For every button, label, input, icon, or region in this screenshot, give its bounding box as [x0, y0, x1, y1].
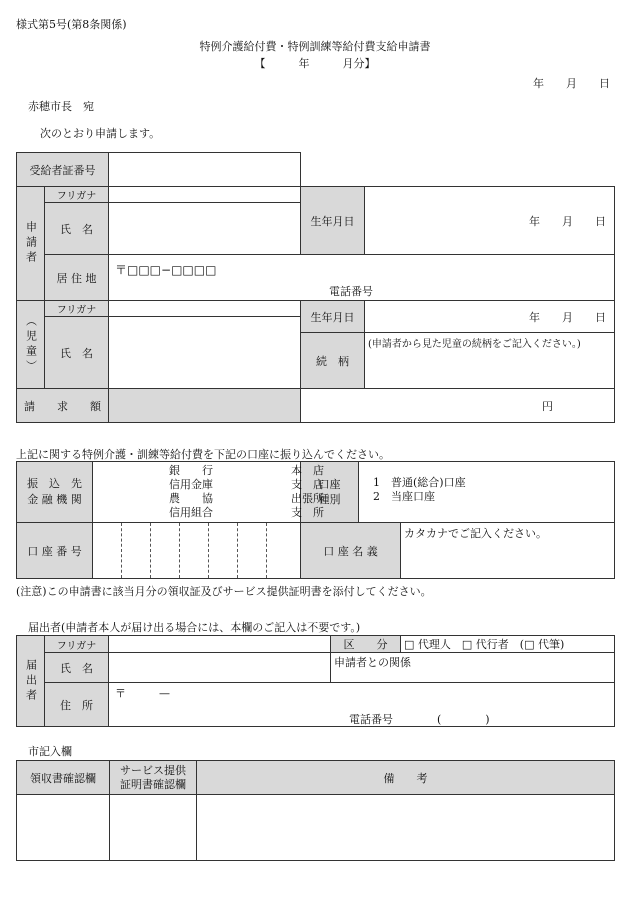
acct-digit-6[interactable]	[238, 523, 267, 579]
dest-label-1: 振 込 先	[27, 477, 82, 490]
service-cert-label-2: 証明書確認欄	[120, 777, 186, 791]
acct-digit-2[interactable]	[122, 523, 151, 579]
service-cert-label-1: サービス提供	[120, 763, 186, 777]
filer-furigana-field[interactable]	[109, 636, 331, 653]
relation-field[interactable]	[365, 333, 615, 389]
acct-digit-5[interactable]	[209, 523, 238, 579]
claim-label: 請 求 額	[17, 389, 109, 423]
bank-intro: 上記に関する特例介護・訓練等給付費を下記の口座に振り込んでください。	[16, 448, 390, 461]
child-name-label: 氏 名	[45, 317, 109, 389]
form-period: 【 年 月分】	[254, 57, 376, 70]
acct-type-label-2: 種別	[318, 493, 341, 506]
filer-table	[16, 635, 615, 727]
inst-type-0: 銀 行	[169, 464, 213, 477]
inst-type-2: 農 協	[169, 492, 213, 505]
bank-name-field[interactable]	[93, 462, 324, 523]
intro-text: 次のとおり申請します。	[40, 127, 161, 140]
child-side-label: ︵児童︶	[24, 314, 38, 375]
applicant-address-field[interactable]	[109, 255, 615, 301]
category-options[interactable]: □ 代理人 □ 代行者 (□ 代筆)	[401, 636, 615, 653]
applicant-name-label: 氏 名	[45, 203, 109, 255]
form-title: 特例介護給付費・特例訓練等給付費支給申請書	[199, 40, 431, 53]
branch-type-1: 支 店	[291, 478, 324, 491]
notice-text: (注意)この申請書に該当月分の領収証及びサービス提供証明書を添付してください。	[16, 585, 432, 598]
filer-phone: 電話番号 ( )	[349, 713, 490, 726]
relation-to-applicant-field[interactable]	[331, 653, 615, 683]
acct-type-option-1: 1 普通(総合)口座	[373, 476, 466, 489]
child-dob-label: 生年月日	[301, 301, 365, 333]
acct-digit-7[interactable]	[267, 523, 301, 579]
receipt-check-field[interactable]	[17, 795, 110, 861]
receipt-check-label: 領収書確認欄	[17, 761, 110, 795]
relation-note: (申請者から見た児童の続柄をご記入ください。)	[368, 339, 581, 350]
applicant-side-label: 申請者	[24, 221, 38, 266]
applicant-dob-field[interactable]: 年 月 日	[365, 187, 615, 255]
applicant-furigana-field[interactable]	[109, 187, 301, 203]
relation-to-applicant-label: 申請者との関係	[334, 656, 411, 669]
acct-type-label-1: 口座	[318, 478, 341, 491]
child-name-field[interactable]	[109, 317, 301, 389]
applicant-phone-label: 電話番号	[329, 285, 373, 298]
acct-digit-3[interactable]	[151, 523, 180, 579]
cert-no-label: 受給者証番号	[17, 153, 109, 187]
claim-unit: 円	[542, 399, 553, 413]
inst-type-1: 信用金庫	[169, 478, 213, 491]
form-number: 様式第5号(第8条関係)	[16, 18, 127, 31]
inst-type-3: 信用組合	[169, 506, 213, 519]
acct-digit-4[interactable]	[180, 523, 209, 579]
service-cert-field[interactable]	[110, 795, 197, 861]
filer-postal: 〒 —	[115, 687, 170, 700]
filer-address-label: 住 所	[45, 683, 109, 727]
acct-no-label: 口 座 番 号	[17, 523, 93, 579]
postal-code: 〒□□□−□□□□	[115, 263, 217, 277]
acct-type-option-2: 2 当座口座	[373, 490, 436, 503]
city-section-title: 市記入欄	[28, 745, 72, 758]
addressee: 赤穂市長 宛	[28, 100, 94, 113]
remarks-field[interactable]	[197, 795, 615, 861]
branch-type-2: 出張所	[291, 492, 324, 505]
acct-name-field[interactable]	[401, 523, 615, 579]
filer-name-field[interactable]	[109, 653, 331, 683]
claim-amount-field[interactable]	[301, 389, 615, 423]
filer-address-field[interactable]	[109, 683, 615, 727]
applicant-address-label: 居 住 地	[45, 255, 109, 301]
cert-no-field[interactable]	[109, 153, 301, 187]
filer-name-label: 氏 名	[45, 653, 109, 683]
remarks-label: 備 考	[197, 761, 615, 795]
applicant-name-field[interactable]	[109, 203, 301, 255]
child-dob-field[interactable]: 年 月 日	[365, 301, 615, 333]
branch-type-3: 支 所	[291, 506, 324, 519]
bank-table	[16, 461, 615, 579]
filer-intro: 届出者(申請者本人が届け出る場合には、本欄のご記入は不要です。)	[28, 621, 361, 634]
applicant-dob-label: 生年月日	[301, 187, 365, 255]
child-furigana-label: フリガナ	[45, 301, 109, 317]
filer-furigana-label: フリガナ	[45, 636, 109, 653]
category-label: 区 分	[331, 636, 401, 653]
acct-digit-1[interactable]	[93, 523, 122, 579]
applicant-table	[16, 152, 615, 423]
relation-label: 続 柄	[301, 333, 365, 389]
city-table	[16, 760, 615, 861]
branch-type-0: 本 店	[291, 464, 324, 477]
application-date: 年 月 日	[533, 77, 610, 90]
filer-side-label: 届出者	[24, 658, 38, 704]
child-furigana-field[interactable]	[109, 301, 301, 317]
acct-name-label: 口 座 名 義	[301, 523, 401, 579]
dest-label-2: 金 融 機 関	[27, 493, 82, 506]
acct-type-field[interactable]	[359, 462, 615, 523]
applicant-furigana-label: フリガナ	[45, 187, 109, 203]
acct-name-note: カタカナでご記入ください。	[404, 527, 548, 540]
